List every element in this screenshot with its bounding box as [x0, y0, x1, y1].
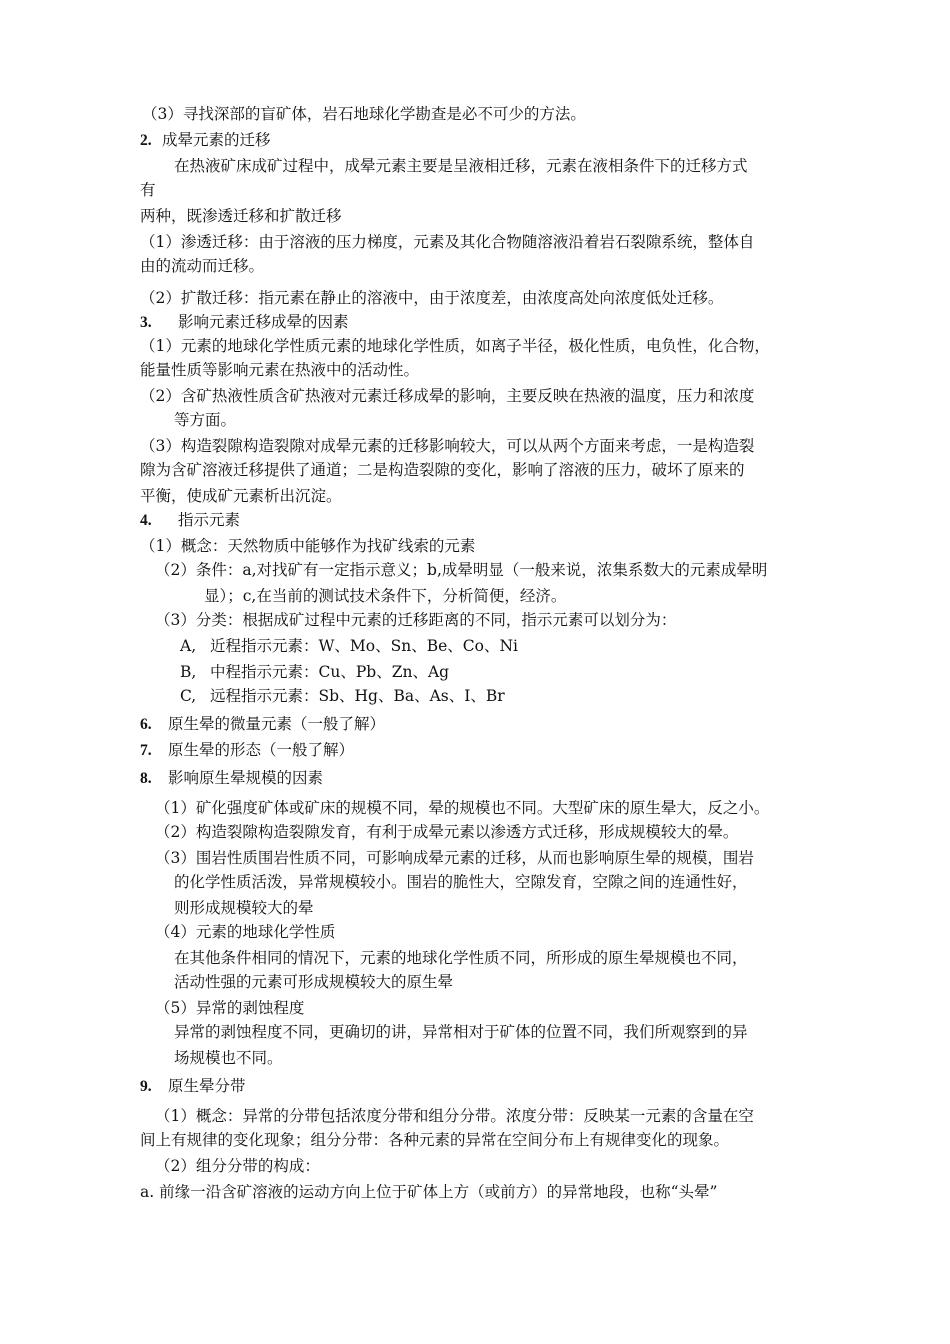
text-line: 由的流动而迁移。	[140, 257, 265, 275]
section-number: 4.	[140, 512, 152, 529]
section-heading	[140, 508, 240, 533]
text-line: 活动性强的元素可形成规模较大的原生晕	[174, 973, 454, 991]
section-title: 影响元素迁移成晕的因素	[178, 313, 349, 331]
text-line: （3）分类：根据成矿过程中元素的迁移距离的不同，指示元素可以划分为：	[155, 611, 677, 629]
section-title: 影响原生晕规模的因素	[168, 769, 324, 787]
section-heading	[140, 766, 323, 791]
section-heading	[140, 712, 385, 737]
text-line: （1）概念：天然物质中能够作为找矿线索的元素	[140, 537, 476, 555]
text-line: （1）概念：异常的分带包括浓度分带和组分分带。浓度分带：反映某一元素的含量在空	[155, 1107, 754, 1125]
text-line: （2）组分分带的构成：	[155, 1157, 320, 1175]
text-line: 两种，既渗透迁移和扩散迁移	[140, 207, 342, 225]
text-line: （3）构造裂隙构造裂隙对成晕元素的迁移影响较大，可以从两个方面来考虑，一是构造裂	[140, 437, 755, 455]
text-line: a. 前缘一沿含矿溶液的运动方向上位于矿体上方（或前方）的异常地段，也称“头晕”	[140, 1183, 718, 1201]
section-heading	[140, 310, 349, 335]
section-number: 3.	[140, 314, 152, 331]
list-item	[180, 660, 449, 684]
text-line: （5）异常的剥蚀程度	[155, 999, 305, 1017]
section-title: 指示元素	[178, 511, 241, 529]
section-title: 原生晕分带	[168, 1077, 246, 1095]
section-number: 9.	[140, 1078, 152, 1095]
text-line: 在热液矿床成矿过程中，成晕元素主要是呈液相迁移，元素在液相条件下的迁移方式	[174, 157, 748, 175]
text-line: （3）寻找深部的盲矿体，岩石地球化学勘查是必不可少的方法。	[142, 105, 586, 123]
text-line: 能量性质等影响元素在热液中的活动性。	[140, 361, 420, 379]
list-marker: C,	[180, 687, 197, 705]
text-line: （1）渗透迁移：由于溶液的压力梯度，元素及其化合物随溶液沿着岩石裂隙系统，整体自	[140, 233, 755, 251]
list-marker: B,	[180, 663, 197, 681]
section-number: 7.	[140, 742, 152, 759]
text-line: 显）；c,在当前的测试技术条件下，分析简便，经济。	[204, 587, 567, 605]
text-line: （2）扩散迁移：指元素在静止的溶液中，由于浓度差，由浓度高处向浓度低处迁移。	[140, 289, 724, 307]
section-heading	[140, 1074, 246, 1099]
text-line: 则形成规模较大的晕	[174, 899, 314, 917]
text-line: 有	[140, 181, 156, 199]
section-heading	[140, 128, 271, 153]
text-line: 间上有规律的变化现象；组分分带：各种元素的异常在空间分布上有规律变化的现象。	[140, 1131, 730, 1149]
list-item-text: 远程指示元素：Sb、Hg、Ba、As、I、Br	[210, 687, 505, 705]
section-number: 8.	[140, 770, 152, 787]
text-line: 场规模也不同。	[174, 1049, 283, 1067]
text-line: （1）元素的地球化学性质元素的地球化学性质，如离子半径，极化性质，电负性，化合物，	[140, 337, 770, 355]
text-line: 等方面。	[174, 411, 237, 429]
list-item	[180, 684, 505, 708]
section-title: 原生晕的形态（一般了解）	[168, 741, 355, 759]
section-title: 成晕元素的迁移	[162, 131, 271, 149]
section-title: 原生晕的微量元素（一般了解）	[168, 715, 386, 733]
text-line: 隙为含矿溶液迁移提供了通道；二是构造裂隙的变化，影响了溶液的压力，破坏了原来的	[140, 461, 745, 479]
text-line: （4）元素的地球化学性质	[155, 923, 336, 941]
list-item	[180, 634, 518, 658]
text-line: 异常的剥蚀程度不同，更确切的讲，异常相对于矿体的位置不同，我们所观察到的异	[174, 1023, 748, 1041]
text-line: 在其他条件相同的情况下，元素的地球化学性质不同，所形成的原生晕规模也不同，	[174, 949, 748, 967]
section-heading	[140, 738, 354, 763]
list-item-text: 近程指示元素：W、Mo、Sn、Be、Co、Ni	[210, 637, 519, 655]
text-line: 的化学性质活泼，异常规模较小。围岩的脆性大，空隙发育，空隙之间的连通性好，	[174, 873, 748, 891]
text-line: （2）条件：a,对找矿有一定指示意义；b,成晕明显（一般来说，浓集系数大的元素成晕明	[155, 561, 768, 579]
text-line: （3）围岩性质围岩性质不同，可影响成晕元素的迁移，从而也影响原生晕的规模，围岩	[155, 849, 754, 867]
list-item-text: 中程指示元素：Cu、Pb、Zn、Ag	[210, 663, 450, 681]
text-line: （2）含矿热液性质含矿热液对元素迁移成晕的影响，主要反映在热液的温度，压力和浓度	[140, 387, 755, 405]
text-line: （1）矿化强度矿体或矿床的规模不同，晕的规模也不同。大型矿床的原生晕大，反之小。	[155, 799, 770, 817]
section-number: 2.	[140, 132, 152, 149]
text-line: （2）构造裂隙构造裂隙发育，有利于成晕元素以渗透方式迁移，形成规模较大的晕。	[155, 823, 739, 841]
section-number: 6.	[140, 716, 152, 733]
text-line: 平衡，使成矿元素析出沉淀。	[140, 487, 342, 505]
list-marker: A,	[180, 637, 197, 655]
